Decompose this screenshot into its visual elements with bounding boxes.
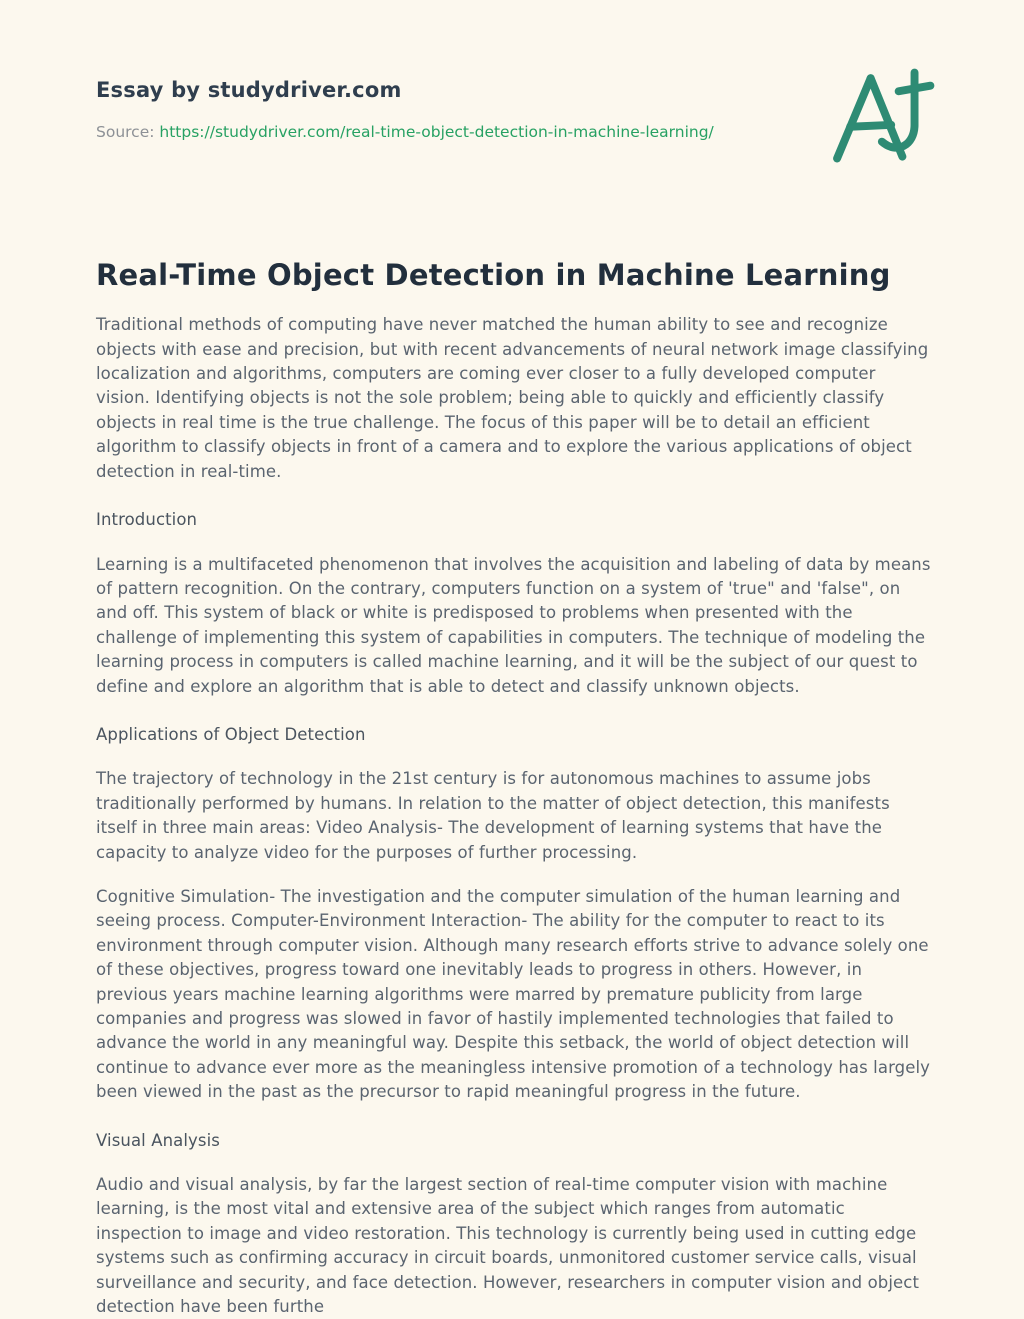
- studydriver-logo: [824, 66, 936, 166]
- paragraph-intro: Traditional methods of computing have never matched the human ability to see and recognize objects with ease and precision, but with recent advancements of neural network image classifying localization and algorithms, computers are coming ever closer to a fully developed computer vision. Identifying objects is not the sole problem; being able to quickly and efficiently classify objects in real time is the true challenge. The focus of this paper will be to detail an efficient algorithm to classify objects in front of a camera and to explore the various applications of object detection in real-time.: [96, 315, 929, 481]
- paragraph-visual-analysis: Audio and visual analysis, by far the largest section of real-time computer vision with machine learning, is the most vital and extensive area of the subject which ranges from automatic inspection to image and video restoration. This technology is currently being used in cutting edge systems such as confirming accuracy in circuit boards, unmonitored customer service calls, visual surveillance and security, and face detection. However, researchers in computer vision and object detection have been furthe: [96, 1175, 920, 1317]
- page-title: Real-Time Object Detection in Machine Learning: [96, 258, 891, 292]
- paragraph-trajectory: The trajectory of technology in the 21st century is for autonomous machines to assume jobs traditionally performed by humans. In relation to the matter of object detection, this manifests itself in three main areas: Video Analysis- The development of learning systems that have the capacity to analyze video for the purposes of further processing.: [96, 769, 890, 862]
- section-heading-introduction: Introduction: [96, 510, 198, 530]
- section-heading-applications: Applications of Object Detection: [96, 724, 366, 744]
- section-heading-visual-analysis: Visual Analysis: [96, 1130, 220, 1150]
- paragraph-cognitive-simulation: Cognitive Simulation- The investigation and the computer simulation of the human learning and seeing process. Computer-Environment Interaction- The ability for the computer to react to its environment through computer vision. Although many research efforts strive to advance solely one of these objectives, progress toward one inevitably leads to progress in others. However, in previous years machine learning algorithms were marred by premature publicity from large companies and progress was slowed in favor of hastily implemented technologies that failed to advance the world in any meaningful way. Despite this setback, the world of object detection will continue to advance ever more as the meaningless intensive promotion of a technology has largely been viewed in the past as the precursor to rapid meaningful progress in the future.: [96, 886, 931, 1102]
- source-line: [96, 123, 932, 141]
- essay-byline: Essay by studydriver.com: [96, 78, 402, 102]
- studydriver-logo-icon: [824, 66, 936, 166]
- source-url-link[interactable]: https://studydriver.com/real-time-object-detection-in-machine-learning/: [159, 123, 714, 141]
- paragraph-learning: Learning is a multifaceted phenomenon that involves the acquisition and labeling of data by means of pattern recognition. On the contrary, computers function on a system of 'true" and 'false", on and off. This system of black or white is predisposed to problems when presented with the challenge of implementing this system of capabilities in computers. The technique of modeling the learning process in computers is called machine learning, and it will be the subject of our quest to define and explore an algorithm that is able to detect and classify unknown objects.: [96, 554, 931, 696]
- source-label: Source:: [96, 123, 155, 141]
